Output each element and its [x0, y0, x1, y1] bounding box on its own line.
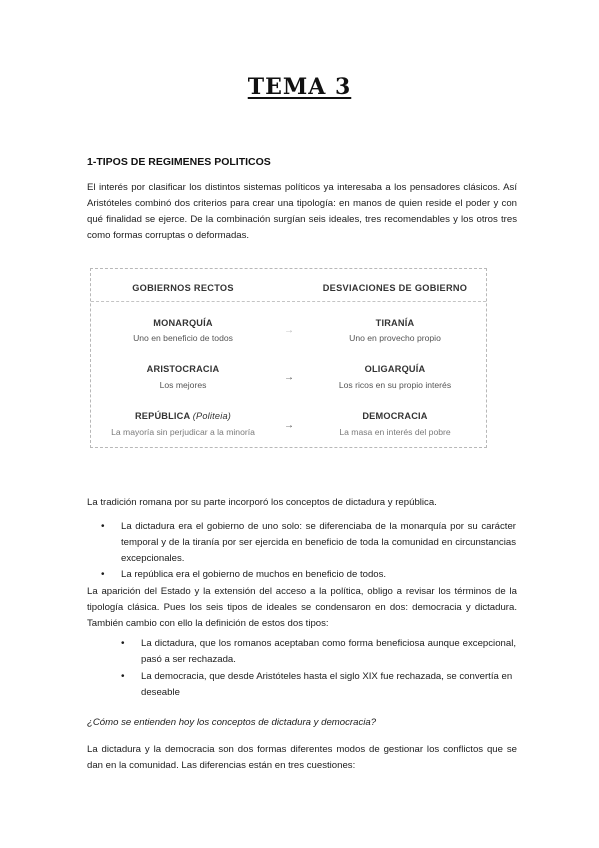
table-cell-left-title: ARISTOCRACIA — [146, 364, 220, 374]
table-header-left: GOBIERNOS RECTOS — [132, 283, 234, 293]
state-paragraph: La aparición del Estado y la extensión del acceso a la política, obligo a revisar los términos de la tipología clásica. Pues los seis tipos de ideales se condensaron en dos: democracia y dictadura. También cambio con ello la definición de estos dos tipos: — [87, 586, 517, 629]
bullet-icon: • — [101, 569, 105, 580]
intro-paragraph: El interés por clasificar los distintos sistemas políticos ya interesaba a los pensadores clásicos. Así Aristóteles combinó dos criterios para crear una tipología: en manos de quien reside el poder y con qué finalidad se ejerce. De la combinación surgían seis ideales, tres recomendables y los otros tres como formas corruptas o deformadas. — [87, 182, 517, 241]
table-cell-right-description: Uno en provecho propio — [349, 333, 441, 343]
section-heading: 1-TIPOS DE REGIMENES POLITICOS — [87, 156, 271, 168]
list-item — [101, 519, 516, 567]
section-question: ¿Cómo se entienden hoy los conceptos de dictadura y democracia? — [87, 717, 377, 728]
list-item — [121, 636, 516, 668]
arrow-right-icon: → — [284, 420, 294, 431]
table-header-divider — [91, 301, 486, 302]
table-cell-right-description: La masa en interés del pobre — [339, 427, 451, 437]
aristotle-classification-table — [90, 268, 487, 448]
list-item — [121, 669, 516, 701]
page-title: TEMA 3 — [247, 74, 352, 100]
table-cell-right-title: DEMOCRACIA — [362, 411, 428, 421]
table-cell-right-title: TIRANÍA — [375, 318, 415, 328]
table-cell-left-title — [93, 411, 273, 421]
table-cell-left-description: Los mejores — [159, 380, 207, 390]
table-cell-right-description: Los ricos en su propio interés — [338, 380, 452, 390]
table-cell-left-description: Uno en beneficio de todos — [133, 333, 233, 343]
bullet-icon: • — [121, 671, 125, 682]
arrow-right-icon: → — [284, 372, 294, 383]
table-cell-left-description: La mayoría sin perjudicar a la minoría — [111, 427, 255, 437]
table-cell-left-title-main: REPÚBLICA — [134, 411, 191, 421]
list-item — [101, 567, 516, 583]
list-item-text: La república era el gobierno de muchos en beneficio de todos. — [121, 569, 387, 580]
roman-tradition-paragraph: La tradición romana por su parte incorporó los conceptos de dictadura y república. — [87, 497, 437, 508]
bullet-icon: • — [121, 638, 125, 649]
bullet-icon: • — [101, 521, 105, 532]
roman-concepts-list — [101, 519, 516, 583]
list-item-text: La dictadura era el gobierno de uno solo: se diferenciaba de la monarquía por su carácter temporal y de la tiranía por ser ejercida en beneficio de toda la comunidad en circunstancias excepcionales. — [121, 521, 516, 564]
list-item-text: La dictadura, que los romanos aceptaban como forma beneficiosa aunque excepcional, pasó a ser rechazada. — [141, 638, 516, 665]
list-item-text: La democracia, que desde Aristóteles hasta el siglo XIX fue rechazada, se convertía en deseable — [141, 671, 513, 698]
modern-concepts-list — [121, 636, 516, 701]
table-cell-left-title: MONARQUÍA — [153, 318, 213, 328]
table-header-right: DESVIACIONES DE GOBIERNO — [322, 283, 468, 293]
closing-paragraph: La dictadura y la democracia son dos formas diferentes modos de gestionar los conflictos que se dan en la comunidad. Las diferencias están en tres cuestiones: — [87, 744, 517, 771]
table-cell-left-title-extra: (Politeia) — [192, 411, 232, 421]
table-cell-right-title: OLIGARQUÍA — [364, 364, 426, 374]
arrow-right-icon: → — [284, 325, 294, 336]
